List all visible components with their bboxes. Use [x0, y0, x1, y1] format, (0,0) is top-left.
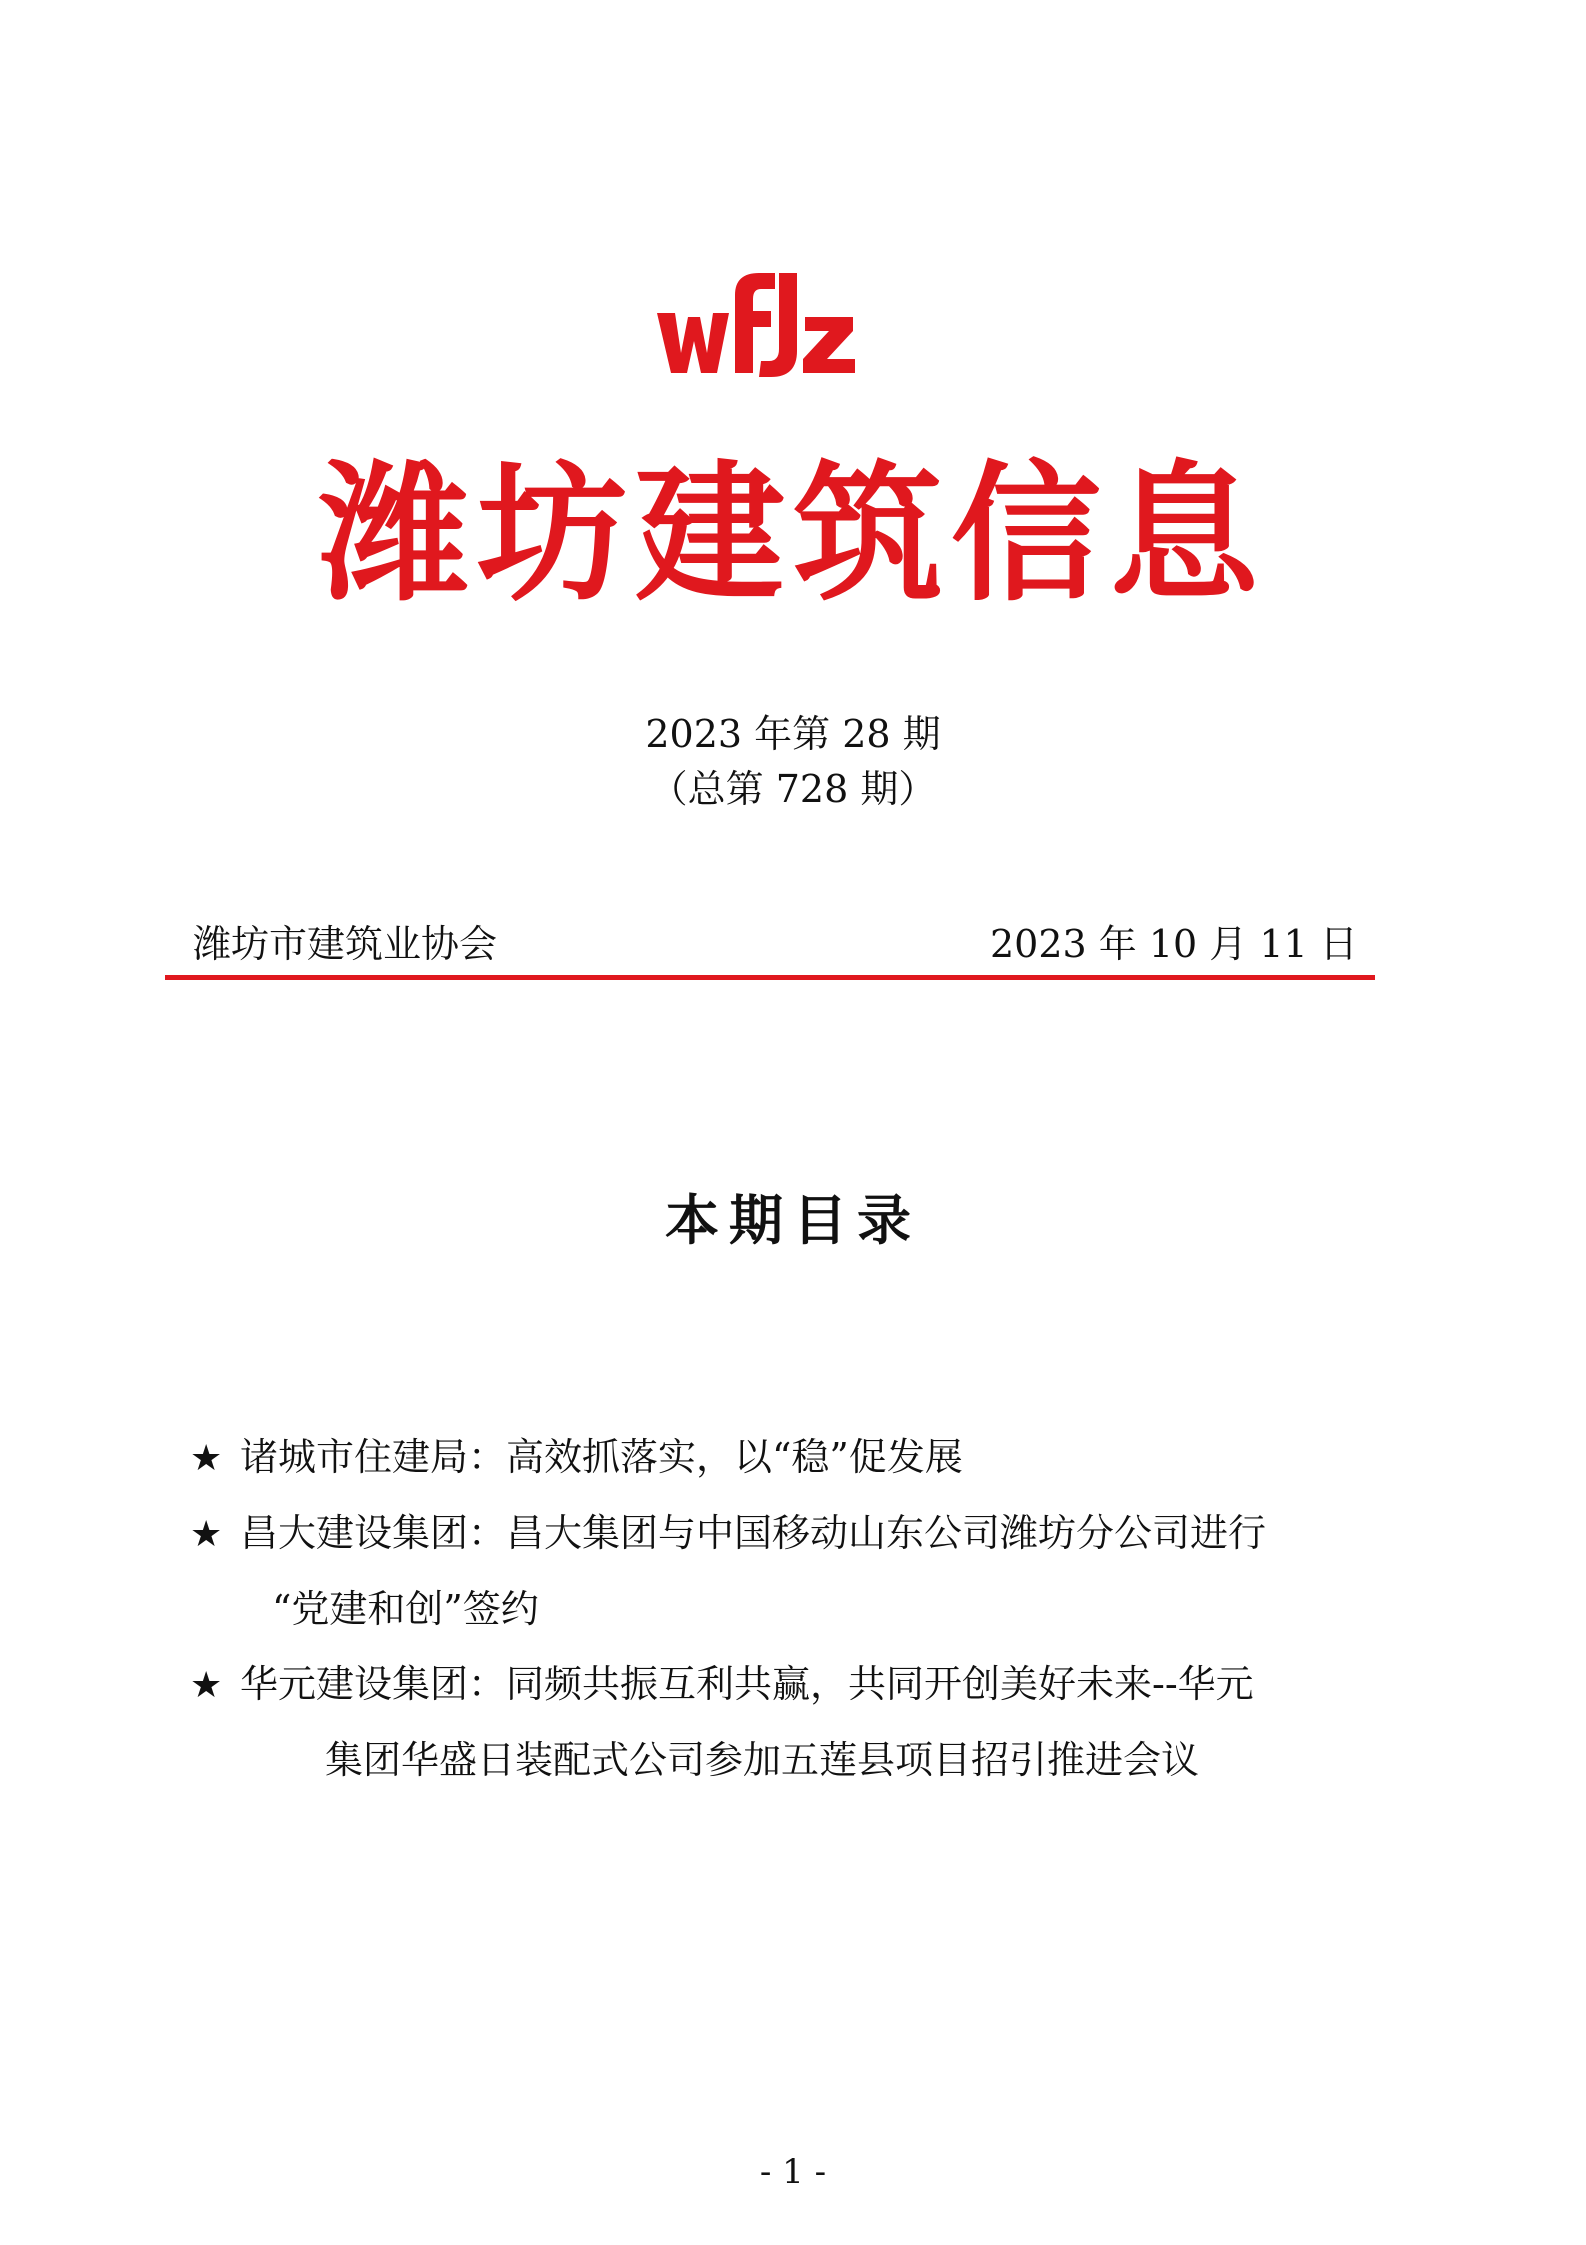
page-number: - 1 - [759, 2152, 827, 2192]
toc-item-continuation: 集团华盛日装配式公司参加五莲县项目招引推进会议 [325, 1738, 1200, 1782]
toc-item [190, 1420, 1410, 1496]
toc-item-continuation: “党建和创”签约 [272, 1587, 539, 1631]
star-icon: ★ [190, 1665, 223, 1706]
issue-number: 2023 年第 28 期 [645, 712, 941, 756]
issue-total-number: （总第 728 期） [649, 767, 937, 811]
toc-item-line [190, 1496, 1410, 1572]
masthead-title: 潍坊建筑信息 [318, 448, 1267, 622]
wfjz-logo [655, 255, 860, 380]
toc-item-line [190, 1420, 1410, 1496]
header-divider [165, 975, 1375, 980]
toc-item [190, 1647, 1410, 1798]
toc-item-text: 昌大建设集团：昌大集团与中国移动山东公司潍坊分公司进行 [240, 1511, 1267, 1555]
toc-item [190, 1496, 1410, 1647]
toc-item-line [190, 1647, 1410, 1723]
table-of-contents [190, 1420, 1410, 1798]
star-icon: ★ [190, 1438, 223, 1479]
publish-date: 2023 年 10 月 11 日 [990, 922, 1358, 966]
publisher-name: 潍坊市建筑业协会 [193, 922, 498, 966]
wfjz-logo-graphic [655, 255, 860, 380]
toc-item-text: 华元建设集团：同频共振互利共赢，共同开创美好未来--华元 [240, 1662, 1254, 1706]
toc-title: 本期目录 [665, 1188, 921, 1252]
star-icon: ★ [190, 1514, 223, 1555]
toc-item-text: 诸城市住建局：高效抓落实，以“稳”促发展 [240, 1435, 963, 1479]
